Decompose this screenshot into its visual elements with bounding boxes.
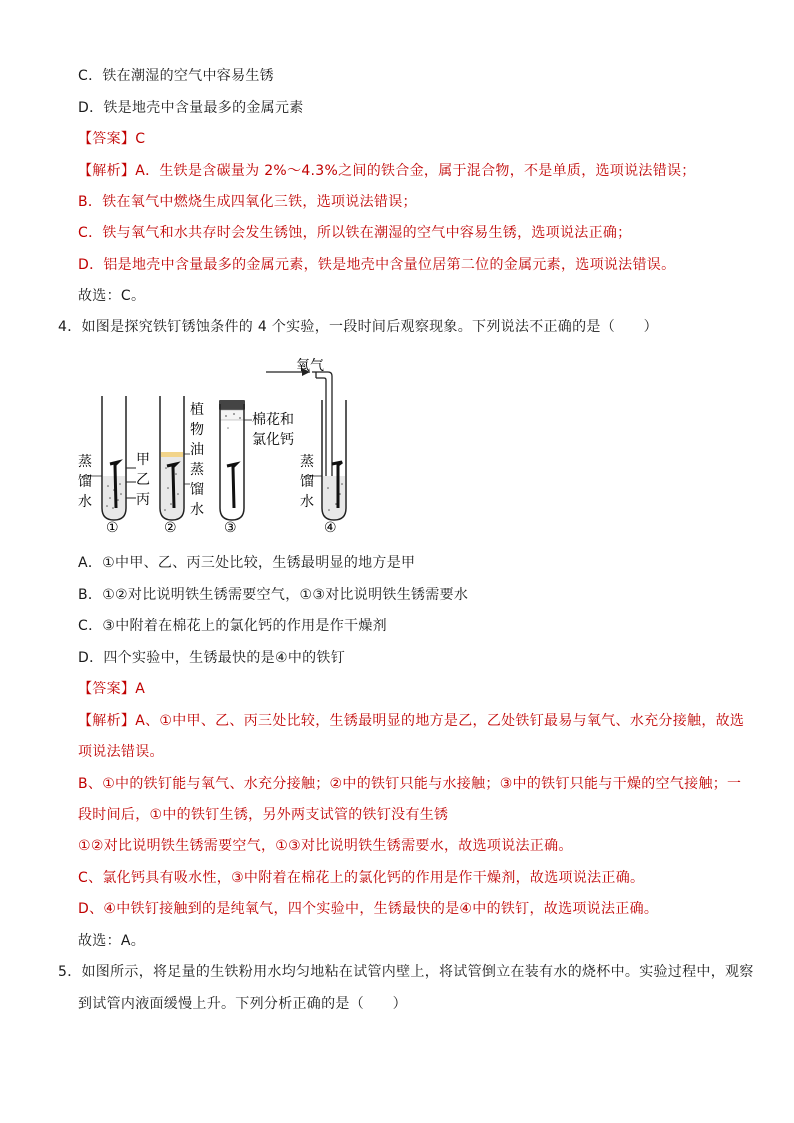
label-yi: 乙 — [136, 472, 150, 488]
label-distilled-water-1: 蒸 — [78, 454, 92, 470]
answer-value: A — [135, 681, 146, 697]
q3-choice: 故选：C。 — [78, 288, 146, 304]
analysis-label: 【解析】 — [78, 713, 136, 729]
q3-option-d: D．铁是地壳中含量最多的金属元素 — [78, 100, 304, 116]
q3-analysis-line — [78, 161, 696, 181]
q4-analysis-line: D、④中铁钉接触到的是纯氧气，四个实验中，生锈最快的是④中的铁钉，故选项说法正确。 — [78, 901, 659, 917]
label-distilled-water-2: 蒸 — [190, 462, 204, 478]
q4-analysis-line — [78, 711, 744, 731]
tube-number-1: ① — [106, 520, 119, 536]
q4-analysis-line: C、氯化钙具有吸水性，③中附着在棉花上的氯化钙的作用是作干燥剂，故选项说法正确。 — [78, 870, 645, 886]
tube-number-4: ④ — [324, 520, 337, 536]
answer-label: 【答案】 — [78, 681, 136, 697]
q4-option-b: B．①②对比说明铁生锈需要空气，①③对比说明铁生锈需要水 — [78, 587, 469, 603]
tube-number-2: ② — [164, 520, 177, 536]
rusting-experiment-figure — [70, 348, 490, 538]
label-distilled-water-4: 蒸 — [300, 454, 314, 470]
answer-label: 【答案】 — [78, 131, 136, 147]
q3-answer — [78, 129, 145, 149]
q4-option-c: C．③中附着在棉花上的氯化钙的作用是作干燥剂 — [78, 618, 387, 634]
label-distilled-water-1: 馏 — [78, 474, 92, 490]
analysis-text: A．生铁是含碳量为 2%～4.3%之间的铁合金，属于混合物，不是单质，选项说法错误； — [135, 163, 696, 179]
q4-stem: 4．如图是探究铁钉锈蚀条件的 4 个实验，一段时间后观察现象。下列说法不正确的是（ ） — [58, 319, 658, 335]
test-tube-3 — [219, 400, 252, 520]
label-distilled-water-1: 水 — [78, 494, 92, 510]
tube-number-3: ③ — [224, 520, 237, 536]
label-distilled-water-4: 馏 — [300, 474, 314, 490]
answer-value: C — [135, 131, 146, 147]
label-oil: 物 — [190, 422, 204, 438]
q3-analysis-line: C．铁与氧气和水共存时会发生锈蚀，所以铁在潮湿的空气中容易生锈，选项说法正确； — [78, 225, 632, 241]
label-oil: 油 — [190, 442, 204, 458]
q4-analysis-line: 项说法错误。 — [78, 744, 164, 760]
q3-option-c: C．铁在潮湿的空气中容易生锈 — [78, 68, 274, 84]
q5-stem-line: 5．如图所示，将足量的生铁粉用水均匀地粘在试管内壁上，将试管倒立在装有水的烧杯中。实验过程中，观察 — [58, 964, 754, 980]
q4-choice: 故选：A。 — [78, 933, 146, 949]
q4-analysis-line: ①②对比说明铁生锈需要空气，①③对比说明铁生锈需要水，故选项说法正确。 — [78, 838, 573, 854]
q4-analysis-line: B、①中的铁钉能与氧气、水充分接触；②中的铁钉只能与水接触；③中的铁钉只能与干燥的空气接触；一 — [78, 776, 742, 792]
q5-stem-line: 到试管内液面缓慢上升。下列分析正确的是（ ） — [78, 996, 407, 1012]
analysis-text: A、①中甲、乙、丙三处比较，生锈最明显的地方是乙，乙处铁钉最易与氧气、水充分接触，故选 — [135, 713, 745, 729]
label-oil: 植 — [190, 402, 204, 418]
q3-analysis-line: B．铁在氧气中燃烧生成四氧化三铁，选项说法错误； — [78, 194, 417, 210]
label-bing: 丙 — [136, 492, 150, 508]
analysis-label: 【解析】 — [78, 163, 136, 179]
q4-option-a: A．①中甲、乙、丙三处比较，生锈最明显的地方是甲 — [78, 555, 416, 571]
label-cotton: 氯化钙 — [252, 432, 294, 448]
label-cotton: 棉花和 — [252, 412, 294, 428]
q4-answer — [78, 679, 145, 699]
test-tube-2 — [160, 396, 190, 520]
q3-analysis-line: D．铝是地壳中含量最多的金属元素，铁是地壳中含量位居第二位的金属元素，选项说法错误。 — [78, 257, 676, 273]
q4-analysis-line: 段时间后，①中的铁钉生锈，另外两支试管的铁钉没有生锈 — [78, 807, 449, 823]
q4-option-d: D．四个实验中，生锈最快的是④中的铁钉 — [78, 650, 346, 666]
label-distilled-water-2: 水 — [190, 502, 204, 518]
label-distilled-water-2: 馏 — [190, 482, 204, 498]
label-distilled-water-4: 水 — [300, 494, 314, 510]
label-oxygen: 氧气 — [296, 358, 324, 374]
label-jia: 甲 — [136, 452, 150, 468]
